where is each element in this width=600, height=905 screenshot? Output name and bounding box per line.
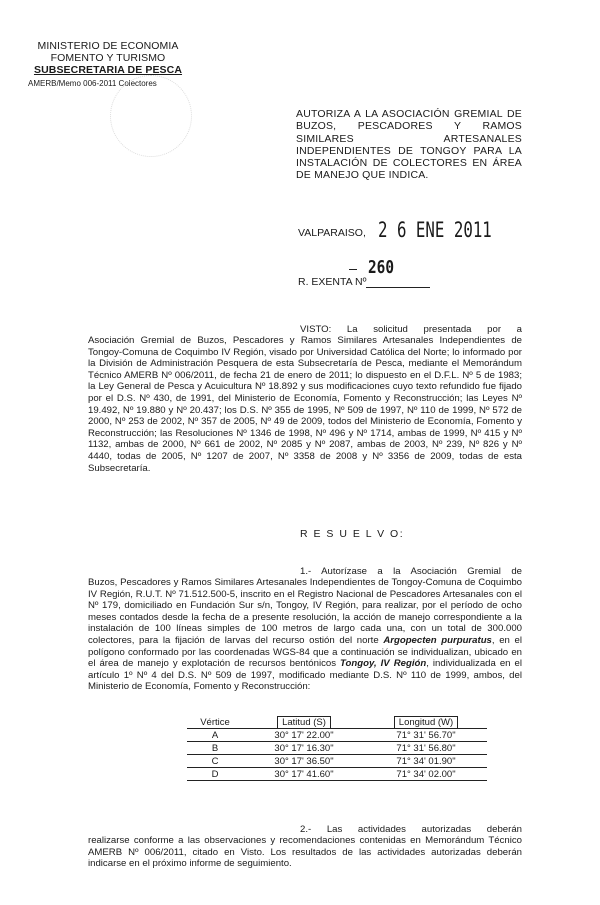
table-header-latitud-label: Latitud (S) bbox=[277, 716, 331, 729]
p2-first-line: 2.- Las actividades autorizadas deberán bbox=[300, 824, 522, 835]
table-header-latitud bbox=[243, 716, 365, 729]
table-cell-longitud: 71° 31' 56.70" bbox=[365, 729, 487, 742]
table-cell-latitud: 30° 17' 16.30" bbox=[243, 742, 365, 755]
table-row bbox=[187, 755, 487, 768]
place-label: VALPARAISO, bbox=[298, 227, 366, 239]
p1-body-b: , en el polígono conformado por las coordenadas WGS-84 que a continuación se individualizan, ubicado en el área de manejo y explotación de recursos bentónicos bbox=[88, 634, 522, 670]
table-header-vertice: Vértice bbox=[187, 716, 243, 729]
p2-body: realizarse conforme a las observaciones y recomendaciones contenidas en Memorándum Técnico AMERB Nº 006/2011, citado en Visto. Los resultados de las actividades autorizadas deberán indicarse en el próximo informe de seguimiento. bbox=[88, 835, 522, 870]
table-cell-latitud: 30° 17' 22.00" bbox=[243, 729, 365, 742]
table-cell-longitud: 71° 34' 02.00" bbox=[365, 768, 487, 781]
table-cell-longitud: 71° 31' 56.80" bbox=[365, 742, 487, 755]
resuelvo-heading: R E S U E L V O: bbox=[300, 528, 405, 540]
table-cell-vertice: C bbox=[187, 755, 243, 768]
p1-first-line: 1.- Autorízase a la Asociación Gremial de bbox=[300, 566, 522, 577]
memo-reference: AMERB/Memo 006-2011 Colectores bbox=[28, 79, 157, 88]
coordinates-table-wrap bbox=[187, 716, 487, 781]
stamp-mark bbox=[110, 75, 192, 157]
table-row bbox=[187, 742, 487, 755]
date-stamp: 2 6 ENE 2011 bbox=[378, 218, 492, 242]
resolution-title: AUTORIZA A LA ASOCIACIÓN GREMIAL DE BUZOS, PESCADORES Y RAMOS SIMILARES ARTESANALES INDEPENDIENTES DE TONGOY PARA LA INSTALACIÓN DE COLECTORES EN ÁREA DE MANEJO QUE INDICA. bbox=[296, 108, 522, 182]
table-header-row bbox=[187, 716, 487, 729]
coordinates-table bbox=[187, 716, 487, 781]
table-cell-vertice: D bbox=[187, 768, 243, 781]
table-row bbox=[187, 729, 487, 742]
exenta-number: 260 bbox=[368, 257, 395, 278]
visto-body: Asociación Gremial de Buzos, Pescadores y Ramos Similares Artesanales Independientes de Tongoy-Comuna de Coquimbo IV Región, visado por Universidad Católica del Norte; lo informado por la División de Administración Pesquera de esta Subsecretaría de Pesca, mediante el Memorándum Técnico AMERB Nº 006/2011, de fecha 21 de enero de 2011; lo dispuesto en el D.F.L. Nº 5 de 1983; la Ley General de Pesca y Acuicultura Nº 18.892 y sus modificaciones cuyo texto refundido fue fijado por el D.S. Nº 430, de 1991, del Ministerio de Economía, Fomento y Reconstrucción; las Leyes Nº 19.492, Nº 19.880 y Nº 20.437; los D.S. Nº 355 de 1995, Nº 509 de 1997, Nº 110 de 1999, Nº 572 de 2000, Nº 253 de 2002, Nº 357 de 2005, Nº 49 de 2009, todos del Ministerio de Economía, Fomento y Reconstrucción; las Resoluciones Nº 1346 de 1998, Nº 496 y Nº 1714, ambas de 1999, Nº 415 y Nº 1132, ambas de 2000, Nº 661 de 2002, Nº 2085 y Nº 2087, ambas de 2003, Nº 239, Nº 826 y Nº 4440, todas de 2005, Nº 1207 de 2007, Nº 3358 de 2008 y Nº 3356 de 2009, todas de esta Subsecretaría. bbox=[88, 335, 522, 474]
table-cell-vertice: B bbox=[187, 742, 243, 755]
exenta-label: R. EXENTA Nº bbox=[298, 276, 367, 288]
table-cell-latitud: 30° 17' 36.50" bbox=[243, 755, 365, 768]
ministry-name: MINISTERIO DE ECONOMIA bbox=[37, 40, 179, 52]
exenta-dash bbox=[349, 269, 357, 270]
table-header-longitud-label: Longitud (W) bbox=[394, 716, 458, 729]
p1-species: Argopecten purpuratus bbox=[383, 634, 492, 646]
p1-body-c: , individualizada en el artículo 1º Nº 4 del D.S. Nº 509 de 1997, modificado mediante D.S. Nº 110 de 1999, ambos, del Ministerio de Economía, Fomento y Reconstrucción: bbox=[88, 658, 522, 693]
p1-body-a: Buzos, Pescadores y Ramos Similares Artesanales Independientes de Tongoy-Comuna de Coquimbo IV Región, R.U.T. Nº 71.512.500-5, inscrito en el Registro Nacional de Pescadores Artesanales con el Nº 179, domiciliado en Fundación Sur s/n, Tongoy, IV Región, para realizar, por el período de ocho meses contados desde la fecha de a presente resolución, la acción de manejo correspondiente a la instalación de 100 líneas simples de 100 metros de largo cada una, con un total de 300.000 colectores, para la fijación de larvas del recurso ostión del norte bbox=[88, 577, 522, 646]
p1-area: Tongoy, IV Región bbox=[340, 658, 427, 670]
ministry-name-line2: FOMENTO Y TURISMO bbox=[50, 52, 166, 64]
visto-first-line: VISTO: La solicitud presentada por a bbox=[300, 324, 522, 335]
p1-body bbox=[88, 577, 522, 693]
table-cell-vertice: A bbox=[187, 729, 243, 742]
table-cell-longitud: 71° 34' 01.90" bbox=[365, 755, 487, 768]
ministry-header bbox=[18, 40, 198, 76]
table-row bbox=[187, 768, 487, 781]
table-cell-latitud: 30° 17' 41.60" bbox=[243, 768, 365, 781]
exenta-underline bbox=[366, 287, 430, 288]
subsecretaria-name: SUBSECRETARIA DE PESCA bbox=[33, 64, 183, 76]
table-header-longitud bbox=[365, 716, 487, 729]
